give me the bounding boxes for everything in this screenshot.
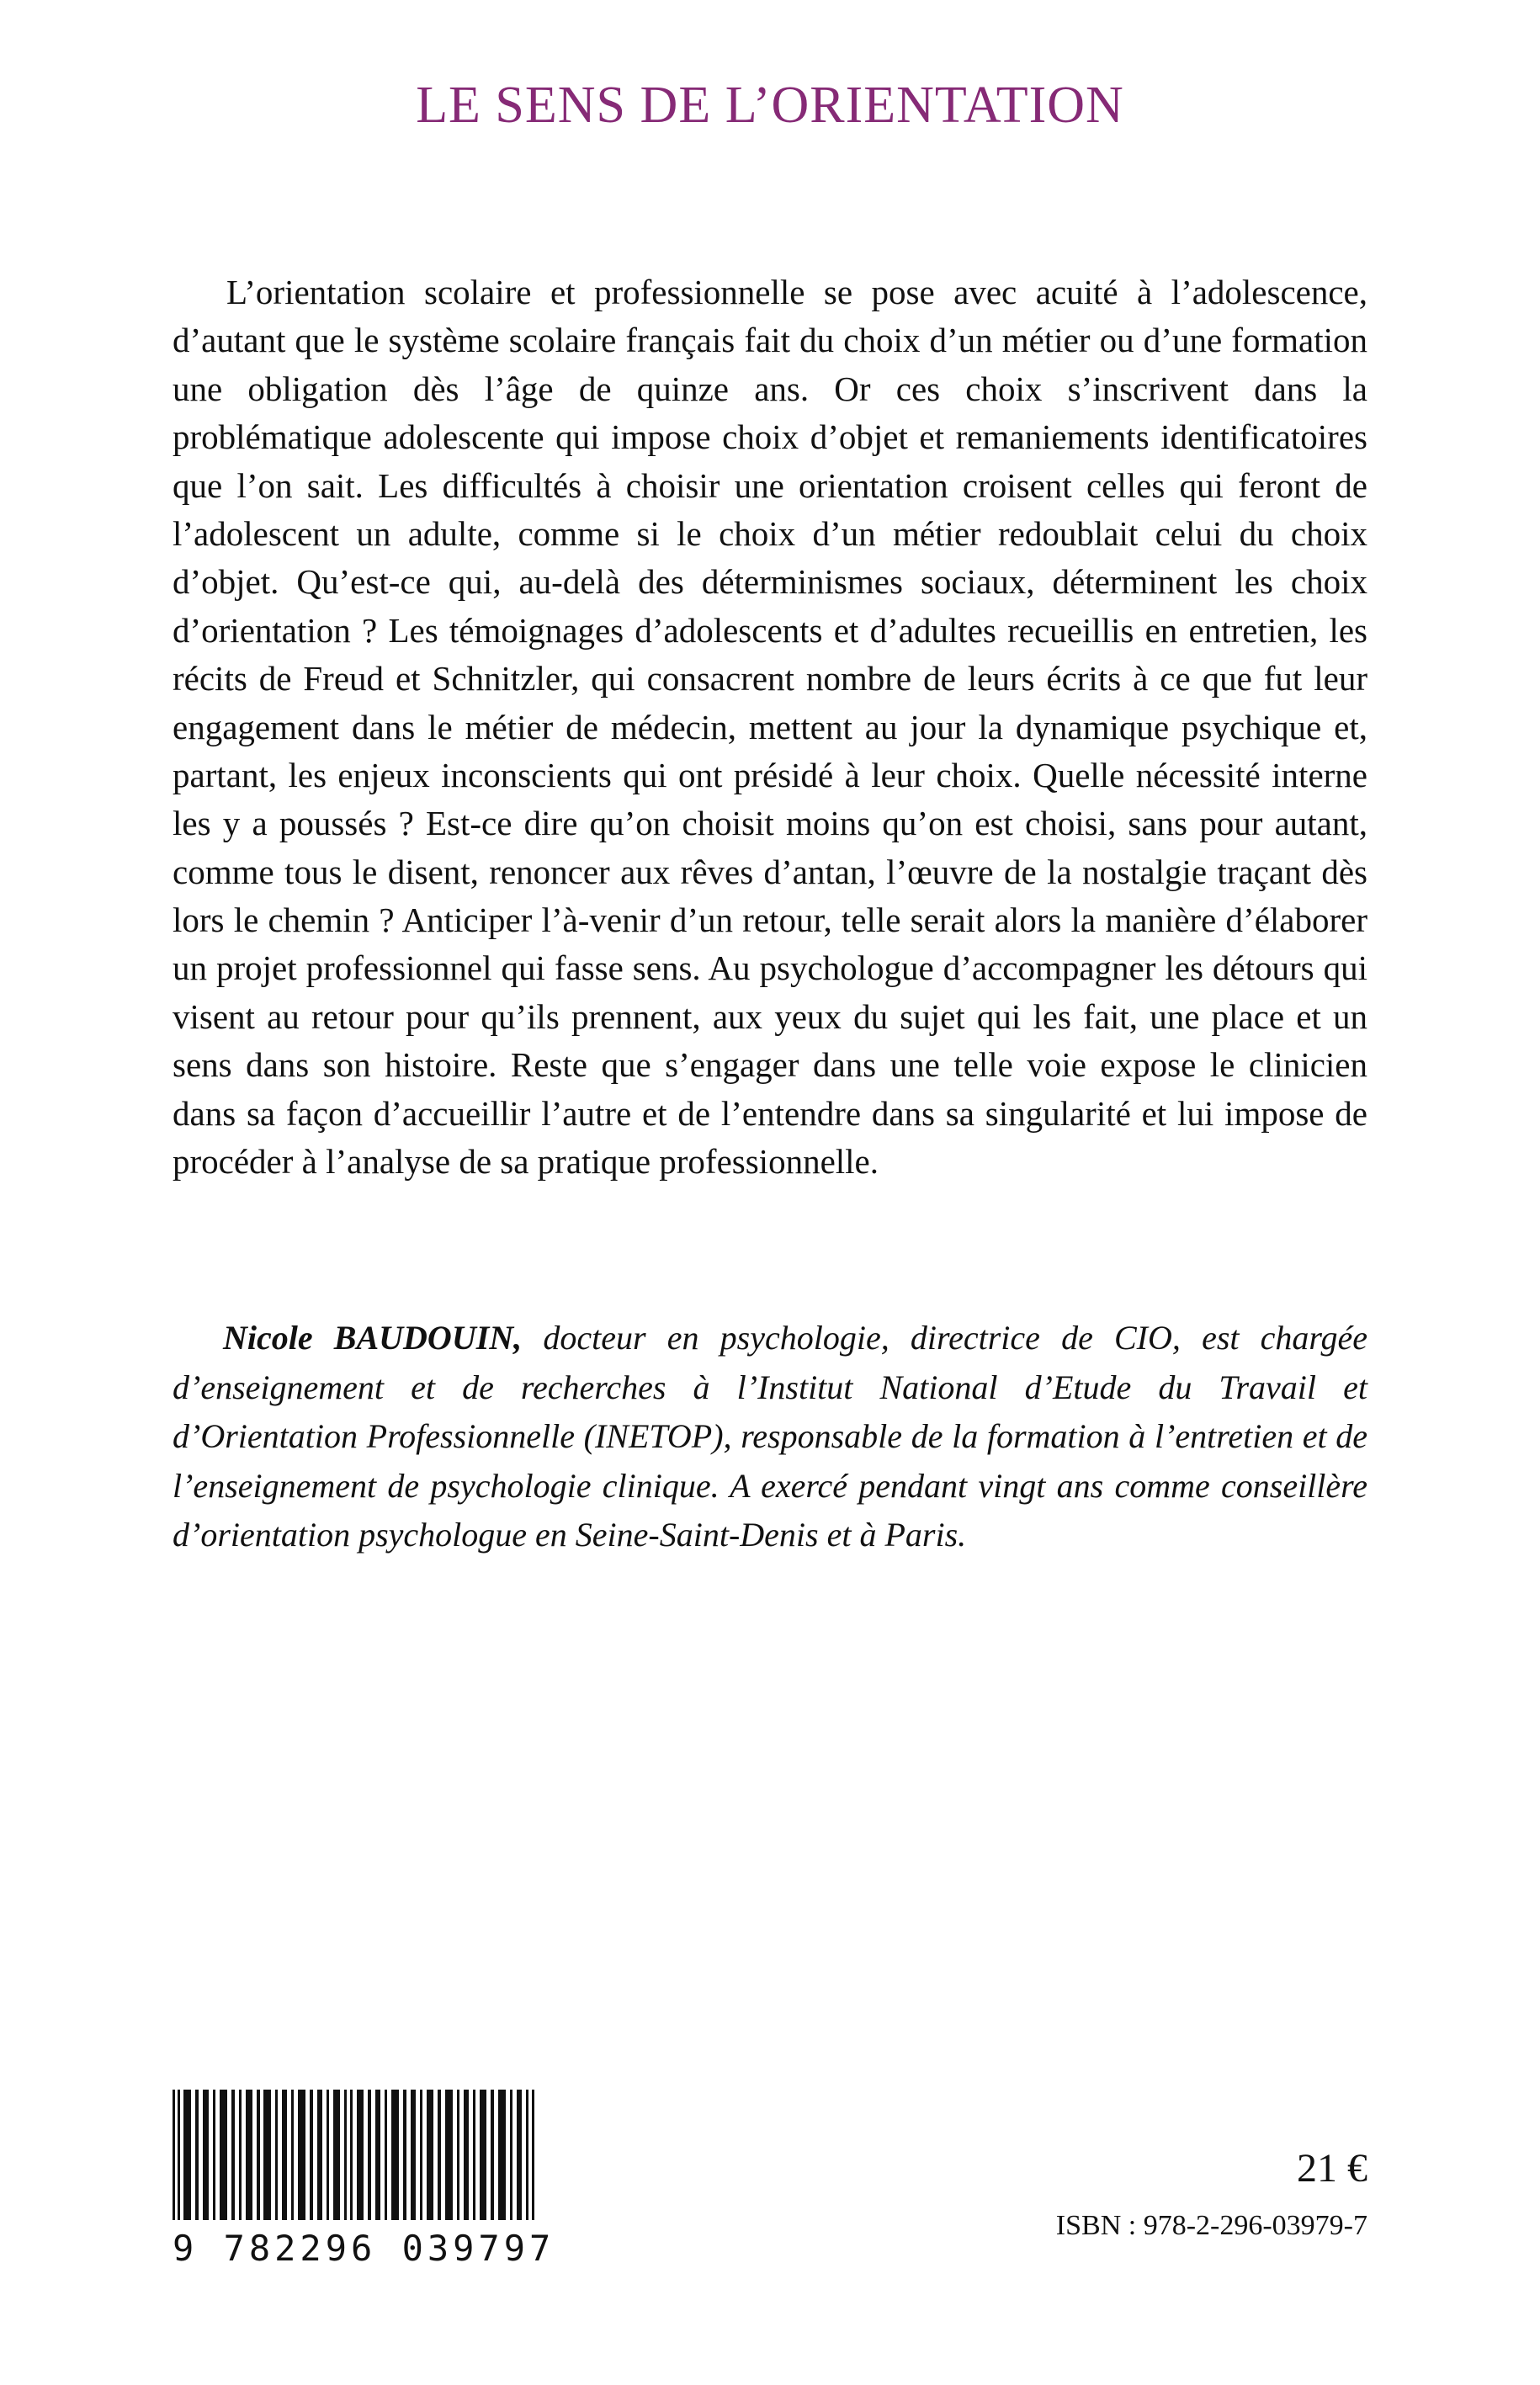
author-bio-text: docteur en psychologie, directrice de CIO, est chargée d’enseignement et de recherches à l’Institut National d’Etude du Travail et d’Orientation Professionnelle (INETOP), responsable de la formation à l’entretien et de l’enseignement de psychologie clinique. A exercé pendant vingt ans comme conseillère d’orientation psychologue en Seine-Saint-Denis et à Paris. [173, 1319, 1368, 1554]
barcode-number: 9 782296 039797 [173, 2228, 555, 2269]
isbn: ISBN : 978-2-296-03979-7 [1055, 2210, 1367, 2241]
book-title: LE SENS DE L’ORIENTATION [416, 77, 1124, 134]
barcode [173, 2090, 555, 2269]
price-isbn-block [1056, 2145, 1367, 2242]
summary-text: L’orientation scolaire et professionnelle se pose avec acuité à l’adolescence, d’autant que le système scolaire français fait du choix d’un métier ou d’une formation une obligation dès l’âge de quinze ans. Or ces choix s’inscrivent dans la problématique adolescente qui impose choix d’objet et remaniements identificatoires que l’on sait. Les difficultés à choisir une orientation croisent celles qui feront de l’adolescent un adulte, comme si le choix d’un métier redoublait celui du choix d’objet. Qu’est-ce qui, au-delà des déterminismes sociaux, déterminent les choix d’orientation ? Les témoignages d’adolescents et d’adultes recueillis en entretien, les récits de Freud et Schnitzler, qui consacrent nombre de leurs écrits à ce que fut leur engagement dans le métier de médecin, mettent au jour la dynamique psychique et, partant, les enjeux inconscients qui ont présidé à leur choix. Quelle nécessité interne les y a poussés ? Est-ce dire qu’on choisit moins qu’on est choisi, sans pour autant, comme tous le disent, renoncer aux rêves d’antan, l’œuvre de la nostalgie traçant dès lors le chemin ? Anticiper l’à-venir d’un retour, telle serait alors la manière d’élaborer un projet professionnel qui fasse sens. Au psychologue d’accompagner les détours qui visent au retour pour qu’ils prennent, aux yeux du sujet qui les fait, une place et un sens dans son histoire. Reste que s’engager dans une telle voie expose le clinicien dans sa façon d’accueillir l’autre et de l’entendre dans sa singularité et lui impose de procéder à l’analyse de sa pratique professionnelle. [173, 273, 1367, 1182]
author-bio [173, 1314, 1367, 1559]
price: 21 € [1297, 2146, 1367, 2191]
author-name: Nicole BAUDOUIN, [223, 1319, 523, 1357]
barcode-bars-icon [173, 2090, 538, 2223]
